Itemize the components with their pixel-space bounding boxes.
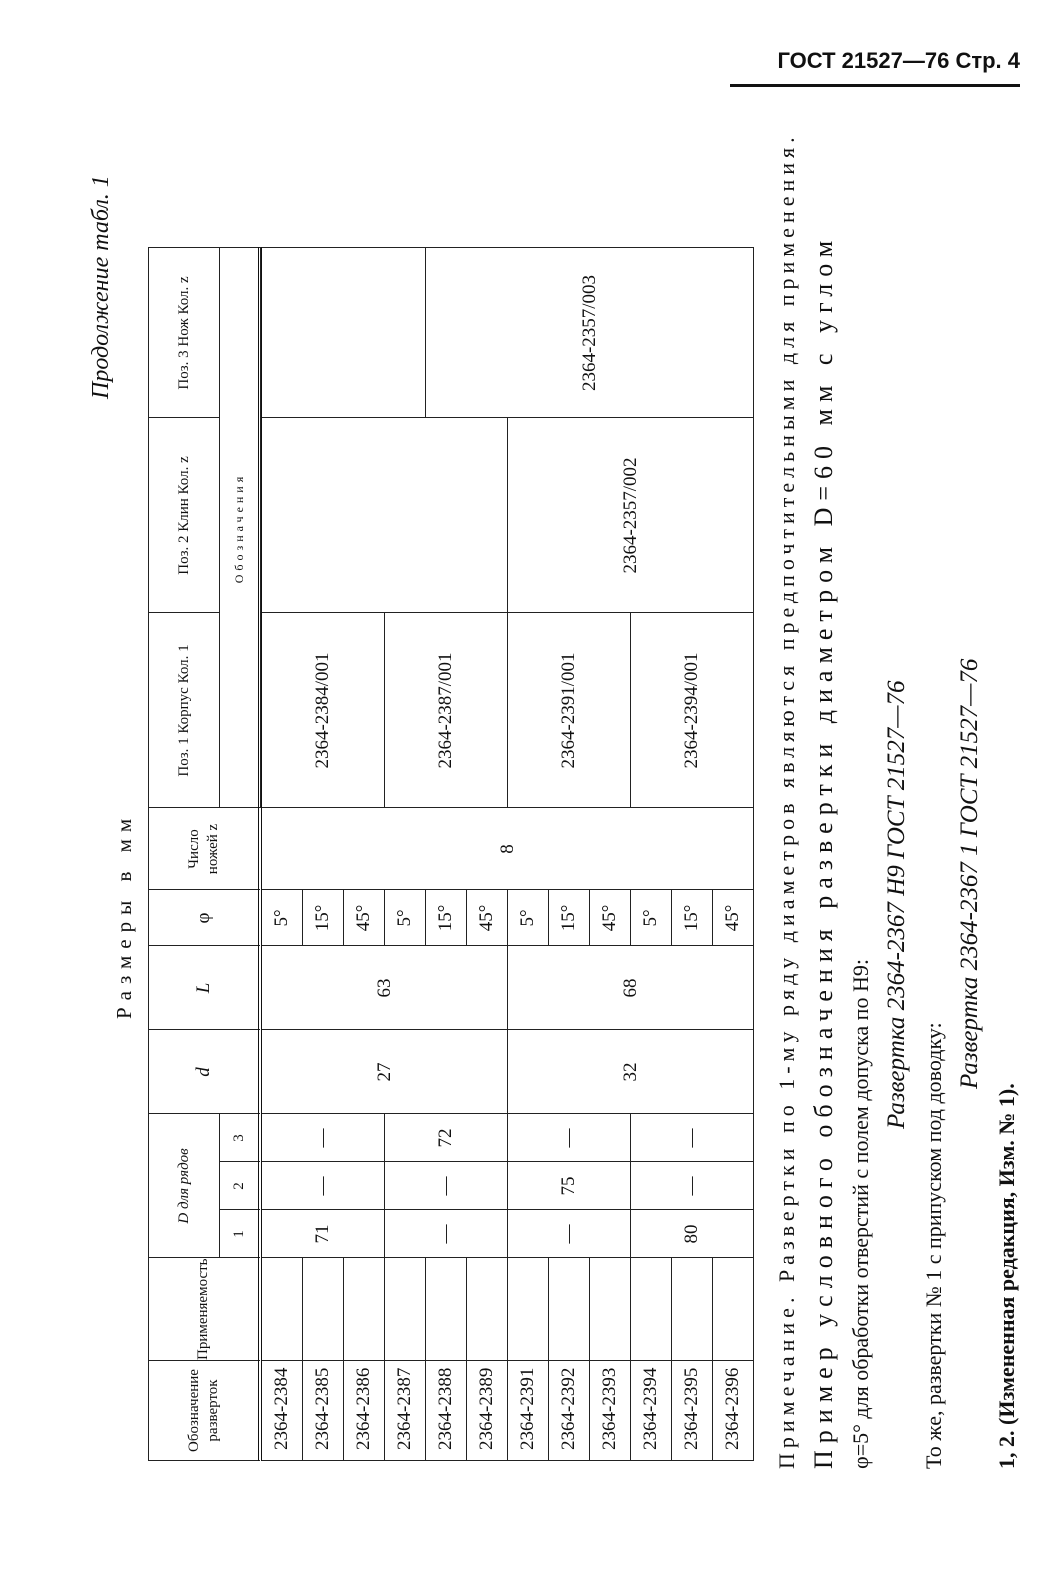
- standard-number: ГОСТ 21527—76: [777, 48, 950, 73]
- header-D-row3: 3: [220, 1114, 261, 1162]
- code-cell: 2364-2389: [467, 1361, 508, 1461]
- header-L: L: [149, 946, 261, 1030]
- example-designation-2: Развертка 2364-2367 1 ГОСТ 21527—76: [956, 658, 984, 1089]
- phi-cell: 5°: [508, 890, 549, 946]
- pos3-cell-blank: [260, 248, 426, 418]
- units-caption: Размеры в мм: [112, 811, 136, 1019]
- phi-cell: 15°: [672, 890, 713, 946]
- applicability-cell: [549, 1258, 590, 1361]
- code-cell: 2364-2387: [385, 1361, 426, 1461]
- example-lapping-intro: То же, развертки № 1 с припуском под доводку:: [921, 1022, 947, 1469]
- example-designation-1: Развертка 2364-2367 Н9 ГОСТ 21527—76: [883, 680, 911, 1129]
- applicability-cell: [344, 1258, 385, 1361]
- header-knives: Число ножей z: [149, 808, 261, 890]
- D-row3-cell: —: [508, 1114, 631, 1162]
- D-row2-cell: —: [385, 1162, 508, 1210]
- D-row1-cell: 71: [260, 1210, 385, 1258]
- phi-cell: 45°: [467, 890, 508, 946]
- amendment-note: 1, 2. (Измененная редакция, Изм. № 1).: [994, 1083, 1020, 1469]
- header-D: D для рядов: [149, 1114, 220, 1258]
- code-cell: 2364-2386: [344, 1361, 385, 1461]
- header-designation: Обозначение разверток: [149, 1361, 261, 1461]
- D-row3-cell: —: [260, 1114, 385, 1162]
- D-row1-cell: —: [385, 1210, 508, 1258]
- D-row2-cell: —: [260, 1162, 385, 1210]
- applicability-cell: [467, 1258, 508, 1361]
- applicability-cell: [385, 1258, 426, 1361]
- page-number: Стр. 4: [955, 48, 1020, 73]
- phi-cell: 15°: [426, 890, 467, 946]
- L-cell: 68: [508, 946, 754, 1030]
- code-cell: 2364-2391: [508, 1361, 549, 1461]
- header-applicability: Применяемость: [149, 1258, 261, 1361]
- pos3-cell: 2364-2357/003: [426, 248, 754, 418]
- applicability-cell: [508, 1258, 549, 1361]
- applicability-cell: [590, 1258, 631, 1361]
- pos1-cell: 2364-2391/001: [508, 613, 631, 808]
- header-pos3: Поз. 3 Нож Кол. z: [149, 248, 220, 418]
- code-cell: 2364-2395: [672, 1361, 713, 1461]
- applicability-cell: [672, 1258, 713, 1361]
- phi-cell: 5°: [260, 890, 303, 946]
- table-continuation-caption: Продолжение табл. 1: [88, 175, 114, 399]
- pos1-cell: 2364-2384/001: [260, 613, 385, 808]
- code-cell: 2364-2385: [303, 1361, 344, 1461]
- applicability-cell: [303, 1258, 344, 1361]
- note-preferred: Примечание. Развертки по 1-му ряду диаметров являются предпочтительными для применения.: [774, 132, 799, 1469]
- phi-cell: 5°: [631, 890, 672, 946]
- phi-cell: 15°: [303, 890, 344, 946]
- phi-cell: 15°: [549, 890, 590, 946]
- applicability-cell: [260, 1258, 303, 1361]
- header-pos2: Поз. 2 Клин Кол. z: [149, 418, 220, 613]
- applicability-cell: [713, 1258, 754, 1361]
- header-D-row1: 1: [220, 1210, 261, 1258]
- D-row1-cell: —: [508, 1210, 631, 1258]
- header-designations: Обозначения: [220, 248, 261, 808]
- knives-cell: 8: [260, 808, 754, 890]
- code-cell: 2364-2388: [426, 1361, 467, 1461]
- example-tolerance: φ=5° для обработки отверстий с полем допуска по Н9:: [848, 959, 874, 1469]
- pos1-cell: 2364-2387/001: [385, 613, 508, 808]
- reamers-table: [148, 247, 754, 1461]
- phi-cell: 45°: [344, 890, 385, 946]
- code-cell: 2364-2396: [713, 1361, 754, 1461]
- code-cell: 2364-2392: [549, 1361, 590, 1461]
- pos2-cell: 2364-2357/002: [508, 418, 754, 613]
- applicability-cell: [426, 1258, 467, 1361]
- phi-cell: 45°: [713, 890, 754, 946]
- header-D-row2: 2: [220, 1162, 261, 1210]
- header-phi: φ: [149, 890, 261, 946]
- header-d: d: [149, 1030, 261, 1114]
- phi-cell: 45°: [590, 890, 631, 946]
- D-row2-cell: 75: [508, 1162, 631, 1210]
- D-row1-cell: 80: [631, 1210, 754, 1258]
- code-cell: 2364-2384: [260, 1361, 303, 1461]
- pos1-cell: 2364-2394/001: [631, 613, 754, 808]
- D-row3-cell: —: [631, 1114, 754, 1162]
- header-pos1: Поз. 1 Корпус Кол. 1: [149, 613, 220, 808]
- d-cell: 32: [508, 1030, 754, 1114]
- code-cell: 2364-2394: [631, 1361, 672, 1461]
- phi-cell: 5°: [385, 890, 426, 946]
- code-cell: 2364-2393: [590, 1361, 631, 1461]
- D-row3-cell: 72: [385, 1114, 508, 1162]
- example-intro: Пример условного обозначения развертки диаметром D=60 мм с углом: [809, 233, 839, 1469]
- L-cell: 63: [260, 946, 508, 1030]
- d-cell: 27: [260, 1030, 508, 1114]
- D-row2-cell: —: [631, 1162, 754, 1210]
- notes-block: [770, 49, 1024, 1469]
- applicability-cell: [631, 1258, 672, 1361]
- pos2-cell-blank: [260, 418, 508, 613]
